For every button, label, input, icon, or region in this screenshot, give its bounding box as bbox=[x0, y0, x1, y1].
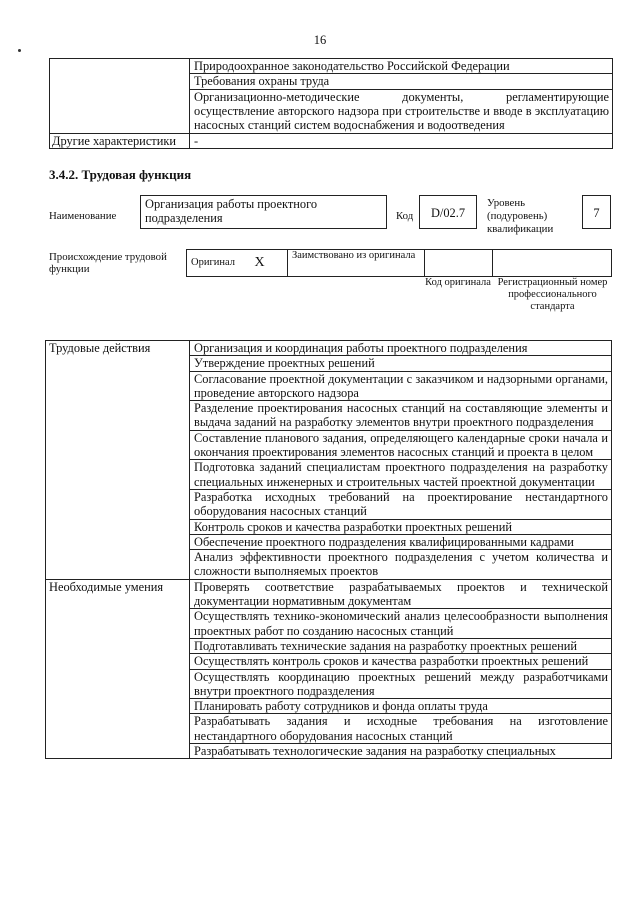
knowledge-row-2: Требования охраны труда bbox=[190, 74, 613, 89]
knowledge-table bbox=[49, 58, 613, 149]
skill-item: Разрабатывать технологические задания на разработку специальных bbox=[190, 744, 612, 759]
origin-label: Происхождение трудовой функции bbox=[49, 251, 167, 275]
level-box bbox=[582, 195, 611, 229]
function-name-box bbox=[140, 195, 387, 229]
level-value: 7 bbox=[593, 206, 600, 220]
labor-action-item: Разработка исходных требований на проектирование нестандартного оборудования насосных станций bbox=[190, 489, 612, 519]
table-row bbox=[46, 579, 612, 609]
labor-action-item: Согласование проектной документации с заказчиком и надзорными органами, проведение авторского надзора bbox=[190, 371, 612, 401]
level-label: Уровень (подуровень) квалификации bbox=[487, 197, 554, 235]
labor-action-item: Утверждение проектных решений bbox=[190, 356, 612, 371]
function-code: D/02.7 bbox=[430, 206, 466, 220]
labor-action-item: Составление планового задания, определяющего календарные сроки начала и окончания проектирования элементов насосных станций и проекта в целом bbox=[190, 430, 612, 460]
code-box bbox=[419, 195, 477, 229]
borrowed-label: Заимствовано из оригинала bbox=[288, 250, 425, 277]
table-row bbox=[46, 341, 612, 356]
labor-action-item: Обеспечение проектного подразделения квалифицированными кадрами bbox=[190, 534, 612, 549]
code-label: Код bbox=[396, 210, 414, 222]
registration-number-cell bbox=[493, 250, 612, 277]
labor-actions-label: Трудовые действия bbox=[46, 341, 190, 580]
function-name: Организация работы проектного подразделения bbox=[145, 197, 318, 225]
skill-item: Осуществлять технико-экономический анализ целесообразности выполнения проектных работ по созданию насосных станций bbox=[190, 609, 612, 639]
section-title: 3.4.2. Трудовая функция bbox=[49, 167, 192, 182]
page-number: 16 bbox=[313, 33, 327, 47]
knowledge-row-3: Организационно-методические документы, регламентирующие осуществление авторского надзора при строительстве и вводе в эксплуатацию насосных станций систем водоснабжения и водоотведения bbox=[190, 89, 613, 133]
code-original-caption: Код оригинала bbox=[425, 277, 491, 288]
labor-action-item: Организация и координация работы проектного подразделения bbox=[190, 341, 612, 356]
knowledge-row-1: Природоохранное законодательство Российской Федерации bbox=[190, 59, 613, 74]
other-characteristics-label: Другие характеристики bbox=[50, 133, 190, 148]
knowledge-left-cell bbox=[50, 59, 190, 134]
skill-item: Осуществлять координацию проектных решений между разработчиками внутри проектного подразделения bbox=[190, 669, 612, 699]
main-table bbox=[45, 340, 612, 759]
skill-item: Проверять соответствие разрабатываемых проектов и технической документации нормативным документам bbox=[190, 579, 612, 609]
name-label: Наименование bbox=[49, 210, 117, 222]
other-characteristics-value: - bbox=[190, 133, 613, 148]
labor-action-item: Разделение проектирования насосных станций на составляющие элементы и выдача заданий на разработку элементов внутри проектного подразделения bbox=[190, 401, 612, 431]
scan-mark bbox=[18, 49, 21, 52]
skill-item: Разрабатывать задания и исходные требования на изготовление нестандартного оборудования насосных станций bbox=[190, 714, 612, 744]
origin-table bbox=[186, 249, 612, 277]
skills-label: Необходимые умения bbox=[46, 579, 190, 759]
original-mark: X bbox=[251, 250, 288, 277]
labor-action-item: Подготовка заданий специалистам проектного подразделения на разработку специальных инженерных и строительных частей проектной документации bbox=[190, 460, 612, 490]
skill-item: Планировать работу сотрудников и фонда оплаты труда bbox=[190, 699, 612, 714]
skill-item: Подготавливать технические задания на разработку проектных решений bbox=[190, 638, 612, 653]
labor-action-item: Контроль сроков и качества разработки проектных решений bbox=[190, 519, 612, 534]
skill-item: Осуществлять контроль сроков и качества разработки проектных решений bbox=[190, 654, 612, 669]
registration-caption: Регистрационный номер профессионального стандарта bbox=[497, 277, 608, 312]
labor-action-item: Анализ эффективности проектного подразделения с учетом количества и сложности выполняемых проектов bbox=[190, 550, 612, 580]
original-label: Оригинал bbox=[187, 250, 251, 277]
original-code-cell bbox=[425, 250, 493, 277]
